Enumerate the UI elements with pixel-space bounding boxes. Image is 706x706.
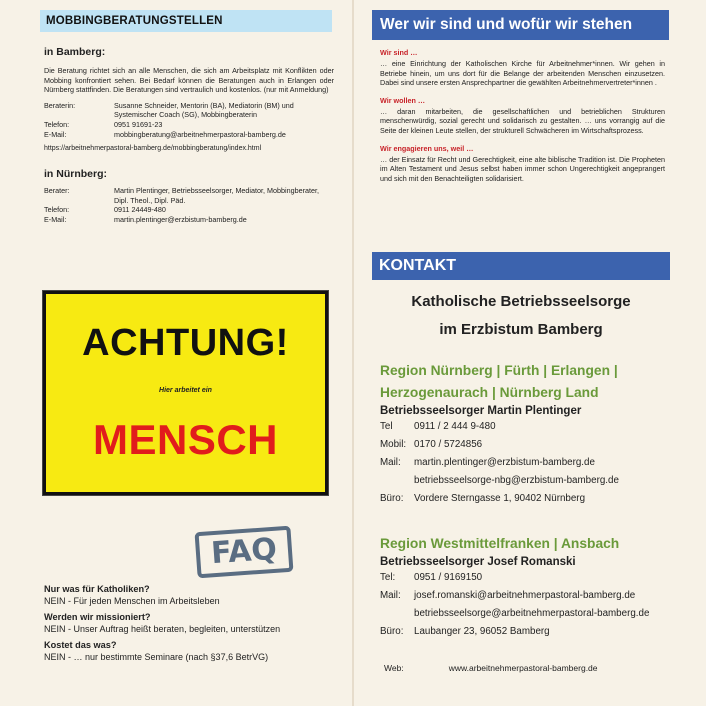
contact-email[interactable]: betriebsseelsorge@arbeitnehmerpastoral-bamberg.de — [414, 608, 650, 619]
bamberg-contact-table — [44, 101, 324, 139]
contact-person: Betriebsseelsorger Josef Romanski — [380, 556, 576, 568]
organization-name — [372, 288, 670, 344]
contact-row — [380, 418, 619, 436]
contact-key: Tel — [380, 421, 393, 432]
nuernberg-contact-table — [44, 186, 319, 224]
contact-row — [380, 472, 619, 490]
contact-key: Mobil: — [380, 439, 407, 450]
about-subheading: Wir wollen … — [380, 95, 426, 105]
contact-email[interactable]: betriebsseelsorge-nbg@erzbistum-bamberg.de — [414, 475, 619, 486]
contact-email[interactable]: mobbingberatung@arbeitnehmerpastoral-bamberg.de — [114, 129, 286, 139]
sign-subtitle: Hier arbeitet ein — [159, 387, 212, 394]
contact-value: Laubanger 23, 96052 Bamberg — [414, 626, 550, 637]
region-title: Region Nürnberg | Fürth | Erlangen | — [380, 363, 618, 378]
contact-row — [380, 569, 649, 587]
contact-key — [380, 605, 414, 623]
bamberg-url-link[interactable]: https://arbeitnehmerpastoral-bamberg.de/mobbingberatung/index.html — [44, 145, 262, 153]
website-line — [384, 663, 598, 673]
nuernberg-title: in Nürnberg: — [44, 168, 107, 181]
faq-question: Nur was für Katholiken? — [44, 584, 150, 594]
contact-value: 0170 / 5724856 — [414, 439, 483, 450]
about-section — [372, 10, 672, 183]
contact-row — [44, 205, 319, 215]
about-subheading: Wir sind … — [380, 48, 418, 57]
about-body — [372, 48, 672, 183]
bamberg-title: in Bamberg: — [44, 46, 106, 58]
contact-value: 0951 91691-23 — [114, 119, 163, 129]
contact-value: Susanne Schneider, Mentorin (BA), Mediatorin (BM) und Systemischer Coach (SG), Mobbingberaterin — [114, 100, 294, 120]
web-label: Web: — [384, 663, 404, 673]
contact-email[interactable]: martin.plentinger@erzbistum-bamberg.de — [114, 214, 247, 224]
faq-stamp: FAQ — [195, 526, 294, 579]
region-title: Herzogenaurach | Nürnberg Land — [380, 385, 599, 400]
contact-key: Büro: — [380, 626, 404, 637]
region-contact-table — [380, 569, 649, 641]
mobbing-header: MOBBINGBERATUNGSTELLEN — [40, 10, 332, 32]
org-line: Katholische Betriebsseelsorge — [411, 293, 631, 310]
contact-row — [44, 215, 319, 225]
faq-answer: NEIN - … nur bestimmte Seminare (nach §37,6 BetrVG) — [44, 652, 269, 662]
contact-key: Berater: — [44, 186, 70, 196]
contact-value: Vordere Sterngasse 1, 90402 Nürnberg — [414, 493, 586, 504]
contact-person: Betriebsseelsorger Martin Plentinger — [380, 405, 582, 417]
about-text: … der Einsatz für Recht und Gerechtigkeit, eine alte biblische Tradition ist. Die Propheten im Alten Testament und Jesus selbst haben immer schon Ungerechtigkeit angeprangert und sich mit den Benachteiligten solidarisiert. — [380, 154, 665, 183]
about-text: … eine Einrichtung der Katholischen Kirche für Arbeitnehmer*innen. Wir gehen in Betriebe hinein, um uns dort für die Belange der arbeitenden Menschen einzusetzen. Dabei sind unsere ersten Ansprechpartner die gewählten Arbeitnehmervertreter*innen . — [380, 59, 665, 88]
contact-value: Martin Plentinger, Betriebsseelsorger, Mediator, Mobbingberater, Dipl. Theol., Dipl. Päd. — [114, 186, 319, 205]
about-header: Wer wir sind und wofür wir stehen — [372, 10, 669, 40]
contact-key: Telefon: — [44, 205, 70, 215]
contact-row — [380, 587, 649, 605]
faq-answer: NEIN - Für jeden Menschen im Arbeitsleben — [44, 596, 220, 606]
contact-key: Telefon: — [44, 119, 70, 129]
contact-row — [380, 623, 649, 641]
contact-value: 0951 / 9169150 — [414, 572, 483, 583]
contact-key: E-Mail: — [44, 129, 67, 139]
contact-row — [380, 454, 619, 472]
sign-main-word: MENSCH — [92, 416, 278, 463]
website-link[interactable]: www.arbeitnehmerpastoral-bamberg.de — [448, 663, 598, 673]
org-line: im Erzbistum Bamberg — [439, 321, 603, 338]
kontakt-header: KONTAKT — [372, 252, 670, 280]
contact-value: 0911 24449-480 — [114, 205, 166, 215]
contact-row — [44, 120, 324, 130]
region-contact-table — [380, 418, 619, 508]
faq-list — [44, 578, 344, 662]
faq-answer: NEIN - Unser Auftrag heißt beraten, begleiten, unterstützen — [44, 624, 281, 634]
contact-row — [380, 436, 619, 454]
contact-key: Beraterin: — [44, 100, 76, 110]
contact-row — [380, 490, 619, 508]
sign-title: ACHTUNG! — [82, 322, 289, 364]
contact-key: Mail: — [380, 590, 401, 601]
mobbing-section — [40, 10, 340, 225]
region-nuernberg — [380, 360, 670, 508]
bamberg-text: Die Beratung richtet sich an alle Menschen, die sich am Arbeitsplatz mit Konflikten oder Mobbing konfrontiert sehen. Bei Bedarf können die Beratungen auch in Erlangen oder Nürnberg stattfinden. Die Beratungen sind vertraulich und kostenlos. (nur mit Anmeldung) — [44, 66, 334, 95]
contact-key: Tel: — [380, 572, 396, 583]
contact-row — [44, 101, 324, 120]
achtung-mensch-sign — [43, 291, 328, 495]
contact-key — [380, 472, 414, 490]
contact-email[interactable]: martin.plentinger@erzbistum-bamberg.de — [414, 457, 595, 468]
region-title: Region Westmittelfranken | Ansbach — [380, 536, 620, 551]
region-westmittelfranken — [380, 533, 670, 641]
faq-question: Werden wir missioniert? — [44, 612, 151, 622]
contact-row — [380, 605, 649, 623]
contact-row — [44, 130, 324, 140]
contact-row — [44, 186, 319, 205]
fold-line — [352, 0, 354, 706]
about-text: … daran mitarbeiten, die gesellschaftlichen und betrieblichen Strukturen menschenwürdig, sozial gerecht und solidarisch zu gestalten. … uns vorrangig auf die Seite der kleinen Leute stellen, der strukturell Schwächeren im Wirtschaftsprozess. — [380, 106, 665, 135]
contact-key: Mail: — [380, 457, 401, 468]
about-subheading: Wir engagieren uns, weil … — [380, 143, 474, 153]
faq-question: Kostet das was? — [44, 640, 117, 650]
contact-email[interactable]: josef.romanski@arbeitnehmerpastoral-bamberg.de — [414, 590, 636, 601]
contact-value: 0911 / 2 444 9-480 — [414, 421, 496, 432]
contact-key: Büro: — [380, 493, 404, 504]
contact-key: E-Mail: — [44, 214, 67, 224]
